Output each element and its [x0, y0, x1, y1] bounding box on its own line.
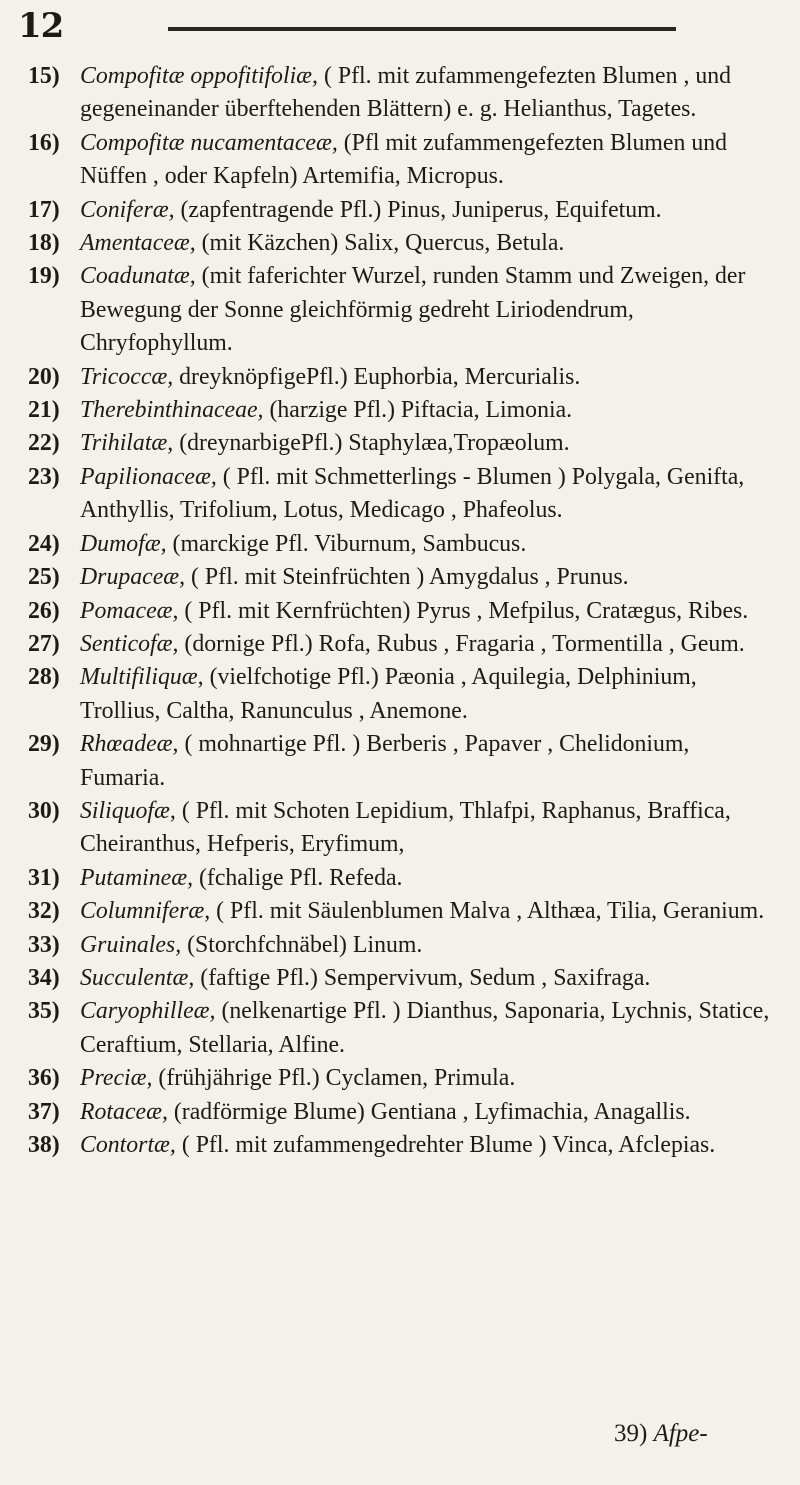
entry-term: Amentaceæ, — [80, 230, 196, 257]
entry-number: 27) — [28, 630, 60, 657]
entry-term: Rhœadeæ, — [80, 731, 179, 758]
list-item — [28, 427, 780, 460]
entry-description: dreyknöpfigePfl.) Euphorbia, Mercurialis. — [173, 363, 581, 390]
entry-term: Senticofæ, — [80, 630, 179, 657]
entry-number: 24) — [28, 530, 60, 557]
list-item — [28, 929, 780, 962]
entry-number: 26) — [28, 597, 60, 624]
entry-term: Compofitæ nucamentaceæ, — [80, 129, 338, 156]
entry-term: Gruinales, — [80, 931, 182, 958]
entry-term: Contortæ, — [80, 1132, 176, 1158]
entry-term: Coniferæ, — [80, 196, 175, 223]
entry-description: (zapfentragende Pfl.) Pinus, Juniperus, Equifetum. — [174, 196, 662, 223]
entry-description: ( mohnartige Pfl. ) Berberis , Papaver , Chelidonium, Fumaria. — [80, 731, 690, 791]
entry-description: ( Pfl. mit zufammengedrehter Blume ) Vinca, Afclepias. — [175, 1132, 716, 1158]
entry-term: Putamineæ, — [80, 864, 194, 891]
entry-description: (Storchfchnäbel) Linum. — [181, 931, 423, 958]
entry-term: Succulentæ, — [80, 964, 195, 991]
entry-term: Preciæ, — [80, 1065, 153, 1092]
entry-description: (fchalige Pfl. Refeda. — [193, 864, 403, 891]
entry-description: (nelkenartige Pfl. ) Dianthus, Saponaria, Lychnis, Statice, Ceraftium, Stellaria, Alfine. — [80, 998, 770, 1058]
entry-term: Pomaceæ, — [80, 597, 179, 624]
entry-number: 18) — [28, 230, 60, 257]
entry-description: (marckige Pfl. Viburnum, Sambucus. — [166, 530, 527, 557]
entry-description: (mit faferichter Wurzel, runden Stamm und Zweigen, der Bewegung der Sonne gleichförmig gedreht Liriodendrum, Chryfophyllum. — [80, 263, 746, 357]
list-item — [28, 1062, 780, 1095]
list-item — [28, 561, 780, 594]
entry-description: ( Pfl. mit Schmetterlings - Blumen ) Polygala, Genifta, Anthyllis, Trifolium, Lotus, Medicago , Phafeolus. — [80, 463, 745, 524]
list-item — [28, 361, 780, 394]
entry-term: Dumofæ, — [80, 530, 167, 557]
entry-number: 16) — [28, 129, 60, 156]
list-item — [28, 528, 780, 561]
catchword — [614, 1420, 708, 1448]
entry-term: Multifiliquæ, — [80, 664, 204, 691]
entry-description: (radförmige Blume) Gentiana , Lyfimachia, Anagallis. — [167, 1098, 691, 1125]
entry-description: (mit Käzchen) Salix, Quercus, Betula. — [195, 230, 565, 257]
entry-number: 34) — [28, 964, 60, 991]
list-item — [28, 628, 780, 661]
list-item — [28, 895, 780, 928]
entry-term: Drupaceæ, — [80, 564, 186, 591]
entry-number: 25) — [28, 564, 60, 591]
list-item — [28, 194, 780, 227]
entry-term: Compofitæ oppofitifoliæ, — [80, 63, 319, 89]
plant-order-list — [28, 60, 780, 1162]
entry-number: 23) — [28, 463, 60, 490]
list-item — [28, 461, 780, 528]
entry-description: ( Pfl. mit Kernfrüchten) Pyrus , Mefpilus, Cratægus, Ribes. — [178, 597, 749, 624]
page-number: 12 — [18, 6, 64, 46]
list-item — [28, 595, 780, 628]
entry-description: (vielfchotige Pfl.) Pæonia , Aquilegia, Delphinium, Trollius, Caltha, Ranunculus , Anemone. — [80, 664, 697, 724]
entry-number: 17) — [28, 196, 60, 223]
entry-number: 38) — [28, 1132, 60, 1158]
list-item — [28, 60, 780, 127]
list-item — [28, 728, 780, 795]
entry-number: 33) — [28, 931, 60, 958]
entry-term: Coadunatæ, — [80, 263, 196, 290]
list-item — [28, 1129, 780, 1162]
list-item — [28, 862, 780, 895]
entry-number: 37) — [28, 1098, 60, 1125]
entry-term: Trihilatæ, — [80, 430, 174, 457]
entry-term: Rotaceæ, — [80, 1098, 168, 1125]
entry-term: Caryophilleæ, — [80, 998, 216, 1025]
entry-description: (dreynarbigePfl.) Staphylæa,Tropæolum. — [173, 430, 570, 457]
entry-description: (harzige Pfl.) Piftacia, Limonia. — [263, 397, 573, 424]
entry-number: 20) — [28, 363, 60, 390]
entry-number: 29) — [28, 731, 60, 758]
entry-term: Columniferæ, — [80, 898, 211, 925]
entry-description: ( Pfl. mit Säulenblumen Malva , Althæa, Tilia, Geranium. — [210, 898, 765, 925]
entry-description: (frühjährige Pfl.) Cyclamen, Primula. — [152, 1065, 516, 1092]
entry-number: 15) — [28, 63, 60, 89]
entry-number: 22) — [28, 430, 60, 457]
header-rule — [168, 27, 676, 31]
entry-term: Therebinthinaceae, — [80, 397, 264, 424]
list-item — [28, 962, 780, 995]
entry-number: 31) — [28, 864, 60, 891]
entry-number: 32) — [28, 898, 60, 925]
list-item — [28, 1096, 780, 1129]
entry-description: (faftige Pfl.) Sempervivum, Sedum , Saxifraga. — [194, 964, 651, 991]
list-item — [28, 661, 780, 728]
entry-description: (dornige Pfl.) Rofa, Rubus , Fragaria , Tormentilla , Geum. — [178, 630, 745, 657]
entry-number: 35) — [28, 998, 60, 1025]
entry-number: 30) — [28, 797, 60, 824]
list-item — [28, 227, 780, 260]
entry-number: 28) — [28, 664, 60, 691]
entry-number: 19) — [28, 263, 60, 290]
list-item — [28, 995, 780, 1062]
entry-term: Papilionaceæ, — [80, 463, 217, 490]
list-item — [28, 394, 780, 427]
catchword-number: 39) — [614, 1420, 648, 1447]
entry-description: ( Pfl. mit zufammengefezten Blumen , und gegeneinander überftehenden Blättern) e. g. Helianthus, Tagetes. — [80, 63, 732, 123]
list-item — [28, 795, 780, 862]
entry-description: ( Pfl. mit Schoten Lepidium, Thlafpi, Raphanus, Braffica, Cheiranthus, Hefperis, Eryfimum, — [80, 797, 731, 858]
entry-term: Siliquofæ, — [80, 797, 176, 824]
entry-term: Tricoccæ, — [80, 363, 174, 390]
list-item — [28, 260, 780, 360]
catchword-term: Afpe- — [653, 1420, 708, 1447]
entry-number: 21) — [28, 397, 60, 424]
entry-description: (Pfl mit zufammengefezten Blumen und Nüffen , oder Kapfeln) Artemifia, Micropus. — [80, 129, 728, 190]
list-item — [28, 127, 780, 194]
entry-number: 36) — [28, 1065, 60, 1092]
entry-description: ( Pfl. mit Steinfrüchten ) Amygdalus , Prunus. — [185, 564, 629, 591]
